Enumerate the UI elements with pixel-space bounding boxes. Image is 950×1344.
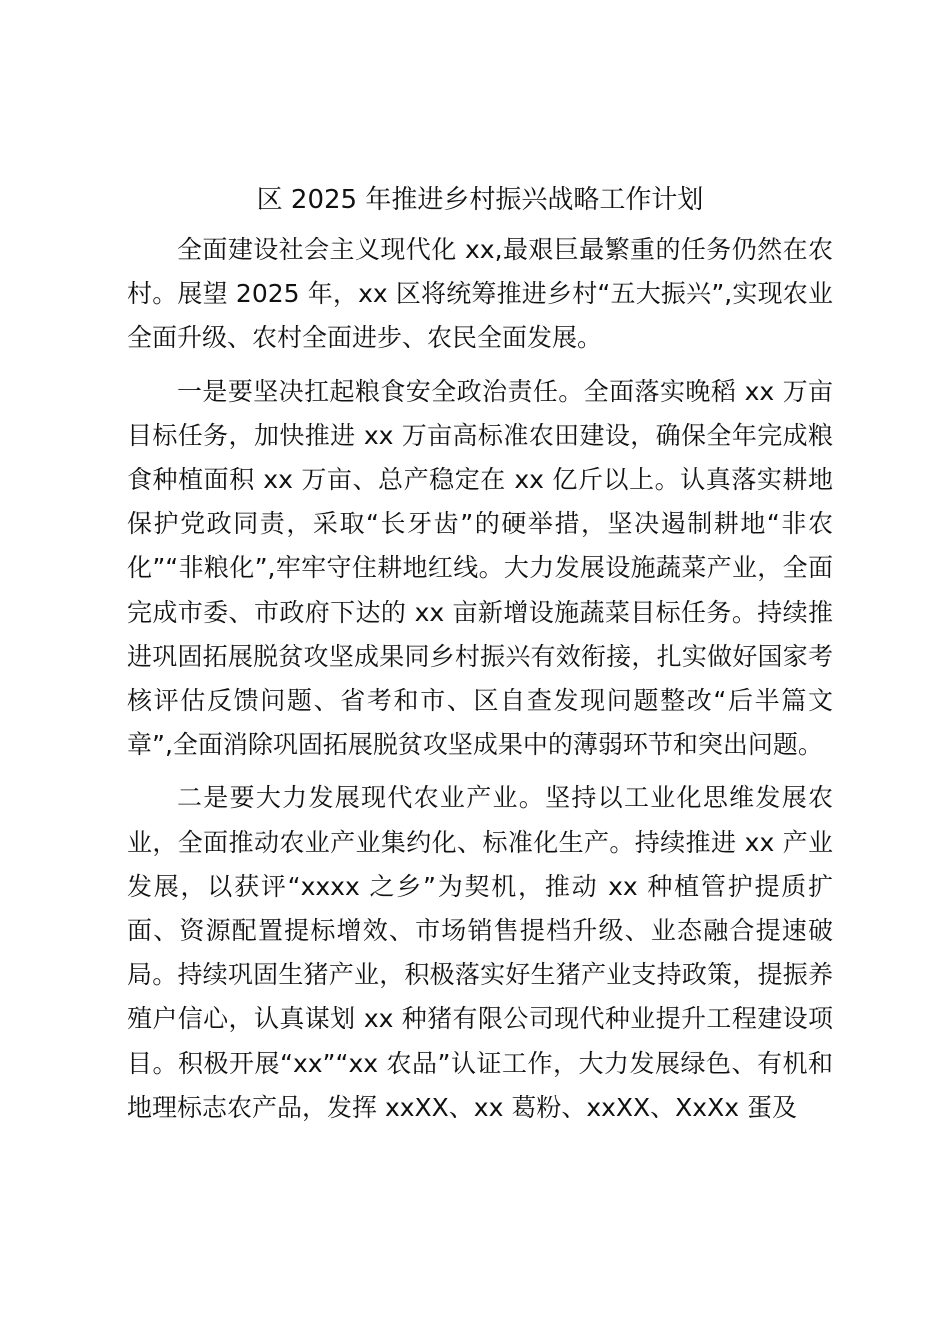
- document-title: 区 2025 年推进乡村振兴战略工作计划: [256, 185, 704, 215]
- paragraph-modern-agriculture: 二是要大力发展现代农业产业。坚持以工业化思维发展农业，全面推动农业产业集约化、标准化生产。持续推进 xx 产业发展，以获评“xxxx 之乡”为契机，推动 xx 种植管护提质扩面、资源配置提标增效、市场销售提档升级、业态融合提速破局。持续巩固生猪产业，积极落实好生猪产业支持政策，提振养殖户信心，认真谋划 xx 种猪有限公司现代种业提升工程建设项目。积极开展“xx”“xx 农品”认证工作，大力发展绿色、有机和地理标志农产品，发挥 xxXX、xx 葛粉、xxXX、XxXx 蛋及: [127, 783, 833, 1122]
- paragraph-grain-security: 一是要坚决扛起粮食安全政治责任。全面落实晚稻 xx 万亩目标任务，加快推进 xx 万亩高标准农田建设，确保全年完成粮食种植面积 xx 万亩、总产稳定在 xx 亿斤以上。认真落实耕地保护党政同责，采取“长牙齿”的硬举措，坚决遏制耕地“非农化”“非粮化”,牢牢守住耕地红线。大力发展设施蔬菜产业，全面完成市委、市政府下达的 xx 亩新增设施蔬菜目标任务。持续推进巩固拓展脱贫攻坚成果同乡村振兴有效衔接，扎实做好国家考核评估反馈问题、省考和市、区自查发现问题整改“后半篇文章”,全面消除巩固拓展脱贫攻坚成果中的薄弱环节和突出问题。: [127, 376, 833, 760]
- document-page: [127, 178, 833, 1130]
- paragraph-intro: 全面建设社会主义现代化 xx,最艰巨最繁重的任务仍然在农村。展望 2025 年，xx 区将统筹推进乡村“五大振兴”,实现农业全面升级、农村全面进步、农民全面发展。: [127, 235, 833, 353]
